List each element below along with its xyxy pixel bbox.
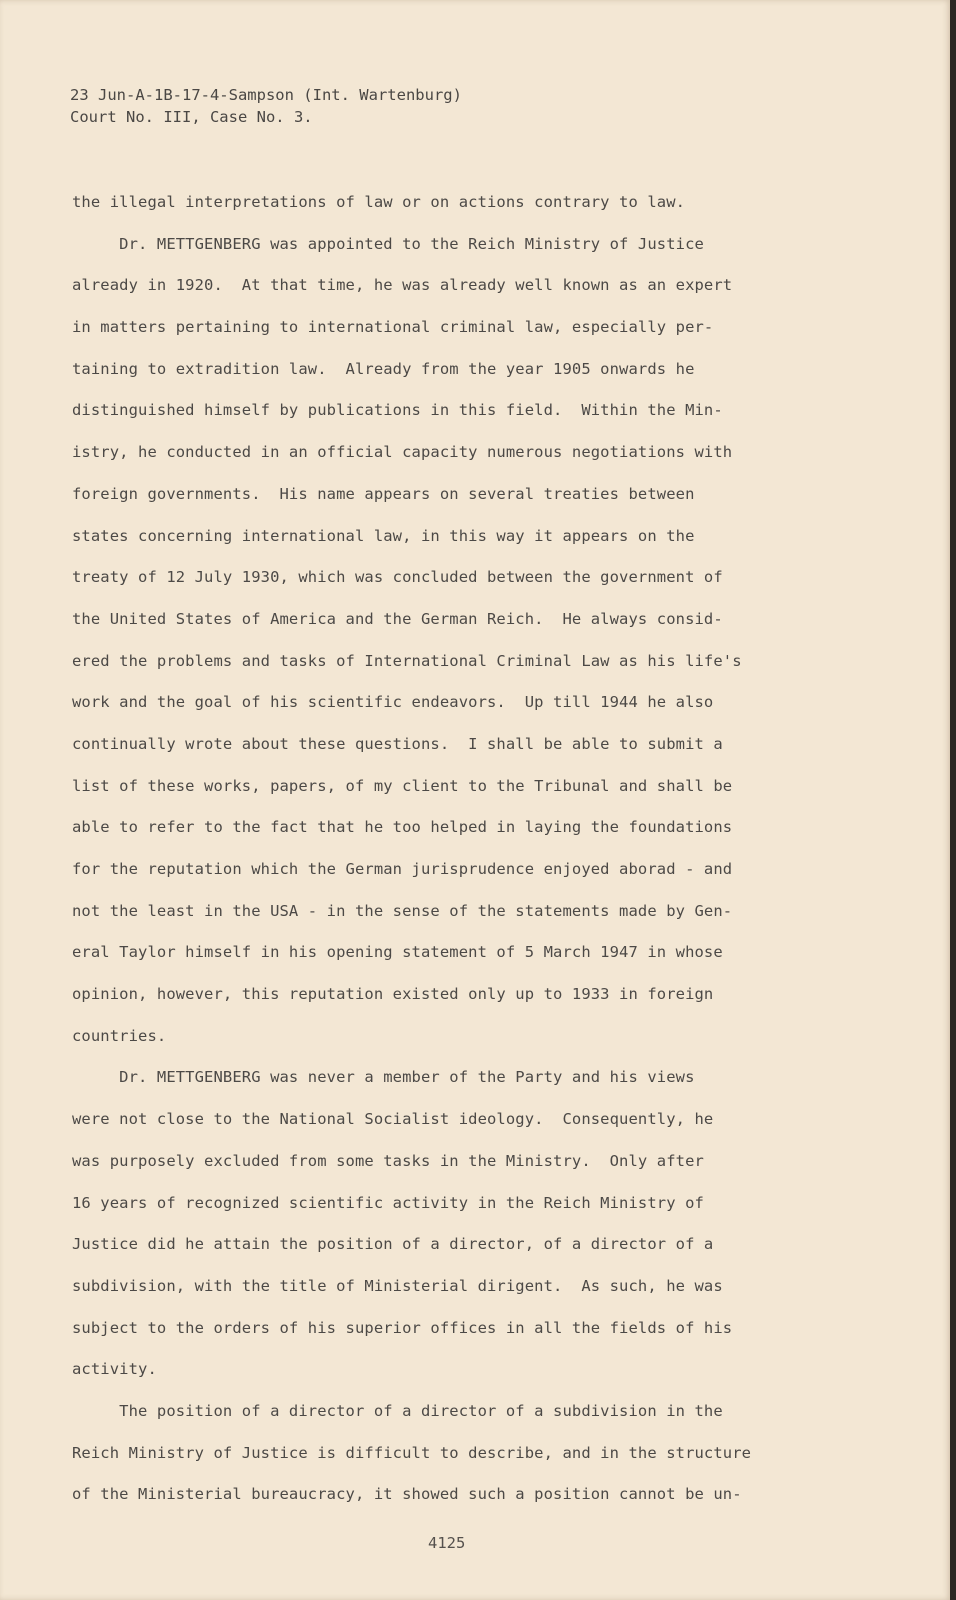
body-line: opinion, however, this reputation existed only up to 1933 in foreign <box>72 985 714 1004</box>
body-line: activity. <box>72 1360 157 1379</box>
body-line: Dr. METTGENBERG was never a member of the Party and his views <box>72 1068 695 1087</box>
body-line: treaty of 12 July 1930, which was concluded between the government of <box>72 568 723 587</box>
body-line: not the least in the USA - in the sense of the statements made by Gen- <box>72 901 733 920</box>
body-line: countries. <box>72 1026 167 1045</box>
body-line: for the reputation which the German jurisprudence enjoyed aborad - and <box>72 860 733 878</box>
body-line: 16 years of recognized scientific activity in the Reich Ministry of <box>72 1193 704 1212</box>
body-line: ered the problems and tasks of International Criminal Law as his life's <box>72 651 742 670</box>
body-line: foreign governments. His name appears on several treaties between <box>72 484 695 503</box>
document-header <box>70 84 462 128</box>
body-line: istry, he conducted in an official capacity numerous negotiations with <box>72 443 733 462</box>
body-line: subject to the orders of his superior offices in all the fields of his <box>72 1318 733 1337</box>
body-line: work and the goal of his scientific endeavors. Up till 1944 he also <box>72 693 714 712</box>
body-line: already in 1920. At that time, he was already well known as an expert <box>72 276 733 295</box>
body-line: taining to extradition law. Already from the year 1905 onwards he <box>72 359 695 378</box>
header-case-reference: 23 Jun-A-1B-17-4-Sampson (Int. Wartenburg) <box>70 86 462 104</box>
body-line: eral Taylor himself in his opening statement of 5 March 1947 in whose <box>72 943 723 962</box>
body-line: states concerning international law, in this way it appears on the <box>72 526 695 545</box>
scan-edge <box>950 0 956 1600</box>
body-line: Reich Ministry of Justice is difficult to describe, and in the structure <box>72 1443 752 1462</box>
body-line: subdivision, with the title of Ministerial dirigent. As such, he was <box>72 1276 723 1295</box>
body-line: distinguished himself by publications in this field. Within the Min- <box>72 401 723 420</box>
body-line: able to refer to the fact that he too helped in laying the foundations <box>72 818 733 837</box>
body-line: Justice did he attain the position of a director, of a director of a <box>72 1235 714 1254</box>
body-line: the illegal interpretations of law or on actions contrary to law. <box>72 193 686 211</box>
page-number: 4125 <box>428 1534 466 1552</box>
body-line: in matters pertaining to international criminal law, especially per- <box>72 318 714 337</box>
body-line: continually wrote about these questions. I shall be able to submit a <box>72 734 723 753</box>
body-line: list of these works, papers, of my client to the Tribunal and shall be <box>72 776 733 795</box>
body-line: the United States of America and the German Reich. He always consid- <box>72 609 723 628</box>
document-body <box>72 182 832 1516</box>
body-line: were not close to the National Socialist ideology. Consequently, he <box>72 1110 714 1129</box>
body-line: Dr. METTGENBERG was appointed to the Reich Ministry of Justice <box>72 234 704 253</box>
header-court-reference: Court No. III, Case No. 3. <box>70 108 313 126</box>
body-line: of the Ministerial bureaucracy, it showed such a position cannot be un- <box>72 1485 742 1504</box>
body-line: was purposely excluded from some tasks in the Ministry. Only after <box>72 1151 704 1170</box>
body-line: The position of a director of a director of a subdivision in the <box>72 1401 723 1420</box>
